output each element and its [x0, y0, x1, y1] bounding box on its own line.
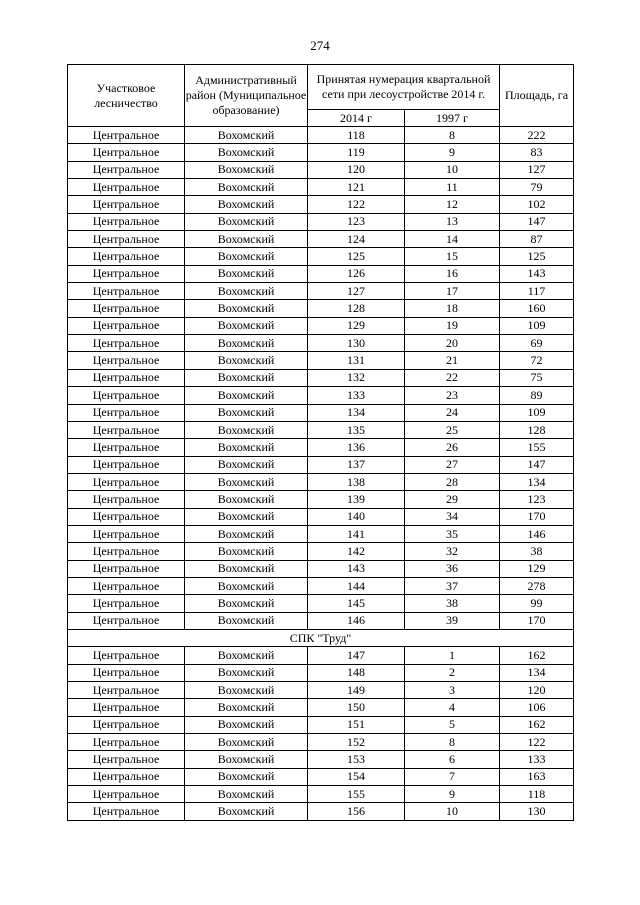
cell-forestry: Центральное: [68, 577, 185, 594]
cell-forestry: Центральное: [68, 196, 185, 213]
table-row: [68, 127, 574, 144]
cell-quarter-2014: 156: [308, 803, 405, 820]
cell-quarter-2014: 144: [308, 577, 405, 594]
cell-quarter-1997: 34: [405, 508, 500, 525]
cell-district: Вохомский: [185, 231, 308, 248]
cell-area: 170: [500, 508, 574, 525]
cell-area: 120: [500, 682, 574, 699]
cell-area: 143: [500, 265, 574, 282]
cell-district: Вохомский: [185, 508, 308, 525]
cell-quarter-2014: 146: [308, 612, 405, 629]
cell-quarter-1997: 24: [405, 404, 500, 421]
cell-quarter-2014: 145: [308, 595, 405, 612]
cell-quarter-1997: 35: [405, 525, 500, 542]
cell-quarter-2014: 125: [308, 248, 405, 265]
cell-area: 123: [500, 491, 574, 508]
cell-district: Вохомский: [185, 577, 308, 594]
cell-district: Вохомский: [185, 456, 308, 473]
table-row: [68, 647, 574, 664]
cell-area: 69: [500, 335, 574, 352]
table-row: [68, 577, 574, 594]
cell-quarter-2014: 134: [308, 404, 405, 421]
cell-forestry: Центральное: [68, 525, 185, 542]
header-year-2014: 2014 г: [308, 110, 405, 127]
cell-quarter-2014: 153: [308, 751, 405, 768]
cell-quarter-1997: 39: [405, 612, 500, 629]
cell-forestry: Центральное: [68, 265, 185, 282]
cell-district: Вохомский: [185, 335, 308, 352]
cell-district: Вохомский: [185, 369, 308, 386]
header-area: Площадь, га: [500, 65, 574, 127]
cell-quarter-1997: 8: [405, 127, 500, 144]
cell-quarter-1997: 18: [405, 300, 500, 317]
cell-quarter-1997: 10: [405, 161, 500, 178]
cell-district: Вохомский: [185, 248, 308, 265]
cell-area: 106: [500, 699, 574, 716]
table-row: [68, 595, 574, 612]
cell-quarter-2014: 141: [308, 525, 405, 542]
table-row: [68, 369, 574, 386]
table-row: [68, 352, 574, 369]
cell-forestry: Центральное: [68, 491, 185, 508]
cell-forestry: Центральное: [68, 421, 185, 438]
cell-district: Вохомский: [185, 491, 308, 508]
cell-district: Вохомский: [185, 265, 308, 282]
cell-district: Вохомский: [185, 664, 308, 681]
cell-quarter-2014: 151: [308, 716, 405, 733]
cell-area: 134: [500, 473, 574, 490]
cell-area: 147: [500, 213, 574, 230]
cell-area: 72: [500, 352, 574, 369]
cell-district: Вохомский: [185, 283, 308, 300]
table-body: [68, 127, 574, 821]
cell-forestry: Центральное: [68, 786, 185, 803]
table-row: [68, 491, 574, 508]
cell-quarter-1997: 21: [405, 352, 500, 369]
cell-quarter-1997: 27: [405, 456, 500, 473]
cell-area: 125: [500, 248, 574, 265]
cell-forestry: Центральное: [68, 647, 185, 664]
cell-forestry: Центральное: [68, 699, 185, 716]
cell-district: Вохомский: [185, 421, 308, 438]
cell-district: Вохомский: [185, 317, 308, 334]
header-numbering: Принятая нумерация квартальной сети при лесоустройстве 2014 г.: [308, 65, 500, 110]
table-row: [68, 699, 574, 716]
cell-district: Вохомский: [185, 161, 308, 178]
cell-quarter-2014: 143: [308, 560, 405, 577]
cell-district: Вохомский: [185, 473, 308, 490]
table-row: [68, 786, 574, 803]
cell-quarter-2014: 123: [308, 213, 405, 230]
cell-area: 102: [500, 196, 574, 213]
table-row: [68, 716, 574, 733]
cell-quarter-1997: 7: [405, 768, 500, 785]
cell-district: Вохомский: [185, 595, 308, 612]
table-row: [68, 560, 574, 577]
cell-forestry: Центральное: [68, 179, 185, 196]
cell-forestry: Центральное: [68, 213, 185, 230]
cell-quarter-2014: 121: [308, 179, 405, 196]
cell-quarter-1997: 2: [405, 664, 500, 681]
cell-district: Вохомский: [185, 387, 308, 404]
cell-quarter-1997: 38: [405, 595, 500, 612]
cell-quarter-1997: 37: [405, 577, 500, 594]
table-row: [68, 473, 574, 490]
cell-quarter-1997: 11: [405, 179, 500, 196]
cell-area: 160: [500, 300, 574, 317]
cell-quarter-2014: 155: [308, 786, 405, 803]
header-year-1997: 1997 г: [405, 110, 500, 127]
cell-district: Вохомский: [185, 786, 308, 803]
table-row: [68, 508, 574, 525]
table-row: [68, 404, 574, 421]
cell-quarter-1997: 20: [405, 335, 500, 352]
table-row: [68, 317, 574, 334]
cell-district: Вохомский: [185, 560, 308, 577]
cell-district: Вохомский: [185, 404, 308, 421]
cell-quarter-2014: 148: [308, 664, 405, 681]
cell-quarter-2014: 139: [308, 491, 405, 508]
cell-quarter-1997: 16: [405, 265, 500, 282]
cell-forestry: Центральное: [68, 144, 185, 161]
cell-district: Вохомский: [185, 439, 308, 456]
cell-quarter-1997: 32: [405, 543, 500, 560]
cell-area: 147: [500, 456, 574, 473]
table-row: [68, 664, 574, 681]
cell-quarter-2014: 150: [308, 699, 405, 716]
table-row: [68, 179, 574, 196]
cell-quarter-1997: 1: [405, 647, 500, 664]
cell-district: Вохомский: [185, 196, 308, 213]
group-row: [68, 629, 574, 646]
cell-area: 117: [500, 283, 574, 300]
table-row: [68, 734, 574, 751]
cell-forestry: Центральное: [68, 612, 185, 629]
cell-quarter-1997: 26: [405, 439, 500, 456]
cell-quarter-1997: 25: [405, 421, 500, 438]
forest-quarters-table: [67, 64, 574, 821]
cell-quarter-1997: 10: [405, 803, 500, 820]
cell-quarter-1997: 22: [405, 369, 500, 386]
cell-quarter-1997: 14: [405, 231, 500, 248]
cell-area: 163: [500, 768, 574, 785]
cell-quarter-1997: 15: [405, 248, 500, 265]
cell-district: Вохомский: [185, 612, 308, 629]
cell-area: 109: [500, 317, 574, 334]
cell-quarter-2014: 147: [308, 647, 405, 664]
cell-forestry: Центральное: [68, 595, 185, 612]
cell-forestry: Центральное: [68, 352, 185, 369]
cell-forestry: Центральное: [68, 300, 185, 317]
table-row: [68, 196, 574, 213]
cell-area: 99: [500, 595, 574, 612]
cell-area: 128: [500, 421, 574, 438]
cell-forestry: Центральное: [68, 283, 185, 300]
header-district: Административный район (Муниципальное образование): [185, 65, 308, 127]
group-label: СПК "Труд": [68, 629, 574, 646]
cell-forestry: Центральное: [68, 716, 185, 733]
cell-quarter-2014: 129: [308, 317, 405, 334]
cell-forestry: Центральное: [68, 508, 185, 525]
cell-district: Вохомский: [185, 144, 308, 161]
cell-quarter-1997: 5: [405, 716, 500, 733]
cell-quarter-2014: 130: [308, 335, 405, 352]
cell-quarter-2014: 154: [308, 768, 405, 785]
cell-quarter-2014: 132: [308, 369, 405, 386]
cell-district: Вохомский: [185, 803, 308, 820]
cell-quarter-2014: 119: [308, 144, 405, 161]
cell-district: Вохомский: [185, 682, 308, 699]
cell-area: 170: [500, 612, 574, 629]
cell-district: Вохомский: [185, 734, 308, 751]
cell-area: 118: [500, 786, 574, 803]
cell-forestry: Центральное: [68, 439, 185, 456]
cell-area: 127: [500, 161, 574, 178]
table-row: [68, 213, 574, 230]
table-row: [68, 283, 574, 300]
cell-quarter-2014: 142: [308, 543, 405, 560]
cell-area: 109: [500, 404, 574, 421]
table-row: [68, 439, 574, 456]
table-row: [68, 525, 574, 542]
cell-district: Вохомский: [185, 699, 308, 716]
cell-forestry: Центральное: [68, 803, 185, 820]
cell-quarter-2014: 133: [308, 387, 405, 404]
table-row: [68, 144, 574, 161]
table-row: [68, 231, 574, 248]
cell-quarter-2014: 136: [308, 439, 405, 456]
cell-area: 162: [500, 716, 574, 733]
cell-forestry: Центральное: [68, 387, 185, 404]
cell-forestry: Центральное: [68, 404, 185, 421]
cell-district: Вохомский: [185, 543, 308, 560]
cell-area: 38: [500, 543, 574, 560]
cell-area: 89: [500, 387, 574, 404]
cell-forestry: Центральное: [68, 751, 185, 768]
cell-quarter-2014: 124: [308, 231, 405, 248]
cell-quarter-1997: 13: [405, 213, 500, 230]
cell-forestry: Центральное: [68, 161, 185, 178]
cell-area: 130: [500, 803, 574, 820]
cell-forestry: Центральное: [68, 473, 185, 490]
cell-area: 146: [500, 525, 574, 542]
cell-district: Вохомский: [185, 525, 308, 542]
table-row: [68, 335, 574, 352]
cell-forestry: Центральное: [68, 768, 185, 785]
cell-forestry: Центральное: [68, 231, 185, 248]
cell-forestry: Центральное: [68, 543, 185, 560]
cell-district: Вохомский: [185, 300, 308, 317]
cell-area: 79: [500, 179, 574, 196]
table-row: [68, 300, 574, 317]
cell-area: 134: [500, 664, 574, 681]
cell-forestry: Центральное: [68, 369, 185, 386]
table-row: [68, 768, 574, 785]
cell-district: Вохомский: [185, 647, 308, 664]
cell-quarter-1997: 6: [405, 751, 500, 768]
cell-quarter-2014: 135: [308, 421, 405, 438]
cell-quarter-2014: 138: [308, 473, 405, 490]
cell-district: Вохомский: [185, 751, 308, 768]
table-row: [68, 421, 574, 438]
cell-quarter-2014: 118: [308, 127, 405, 144]
cell-district: Вохомский: [185, 768, 308, 785]
cell-forestry: Центральное: [68, 456, 185, 473]
cell-quarter-1997: 9: [405, 786, 500, 803]
cell-quarter-1997: 4: [405, 699, 500, 716]
cell-forestry: Центральное: [68, 734, 185, 751]
cell-district: Вохомский: [185, 213, 308, 230]
cell-district: Вохомский: [185, 127, 308, 144]
cell-quarter-1997: 28: [405, 473, 500, 490]
cell-quarter-1997: 36: [405, 560, 500, 577]
cell-quarter-1997: 23: [405, 387, 500, 404]
table-row: [68, 161, 574, 178]
cell-district: Вохомский: [185, 179, 308, 196]
table-row: [68, 456, 574, 473]
cell-quarter-1997: 29: [405, 491, 500, 508]
cell-area: 133: [500, 751, 574, 768]
table-row: [68, 751, 574, 768]
cell-area: 83: [500, 144, 574, 161]
cell-area: 162: [500, 647, 574, 664]
table-row: [68, 248, 574, 265]
cell-quarter-2014: 122: [308, 196, 405, 213]
cell-quarter-2014: 137: [308, 456, 405, 473]
cell-quarter-2014: 149: [308, 682, 405, 699]
cell-quarter-1997: 17: [405, 283, 500, 300]
cell-quarter-2014: 128: [308, 300, 405, 317]
cell-quarter-2014: 131: [308, 352, 405, 369]
cell-forestry: Центральное: [68, 335, 185, 352]
cell-quarter-2014: 120: [308, 161, 405, 178]
table-row: [68, 265, 574, 282]
table-row: [68, 543, 574, 560]
cell-quarter-1997: 8: [405, 734, 500, 751]
cell-quarter-1997: 9: [405, 144, 500, 161]
cell-forestry: Центральное: [68, 560, 185, 577]
cell-area: 278: [500, 577, 574, 594]
cell-district: Вохомский: [185, 716, 308, 733]
cell-forestry: Центральное: [68, 127, 185, 144]
cell-quarter-1997: 19: [405, 317, 500, 334]
cell-forestry: Центральное: [68, 682, 185, 699]
cell-area: 75: [500, 369, 574, 386]
cell-area: 87: [500, 231, 574, 248]
cell-quarter-1997: 3: [405, 682, 500, 699]
cell-quarter-2014: 127: [308, 283, 405, 300]
cell-district: Вохомский: [185, 352, 308, 369]
table-row: [68, 387, 574, 404]
cell-quarter-1997: 12: [405, 196, 500, 213]
cell-area: 122: [500, 734, 574, 751]
table-row: [68, 803, 574, 820]
cell-forestry: Центральное: [68, 317, 185, 334]
cell-forestry: Центральное: [68, 248, 185, 265]
cell-quarter-2014: 140: [308, 508, 405, 525]
table-row: [68, 612, 574, 629]
table-header: [68, 65, 574, 127]
cell-area: 155: [500, 439, 574, 456]
cell-quarter-2014: 126: [308, 265, 405, 282]
header-forestry: Участковое лесничество: [68, 65, 185, 127]
page-number: 274: [310, 38, 330, 53]
cell-forestry: Центральное: [68, 664, 185, 681]
cell-quarter-2014: 152: [308, 734, 405, 751]
table-row: [68, 682, 574, 699]
cell-area: 222: [500, 127, 574, 144]
cell-area: 129: [500, 560, 574, 577]
